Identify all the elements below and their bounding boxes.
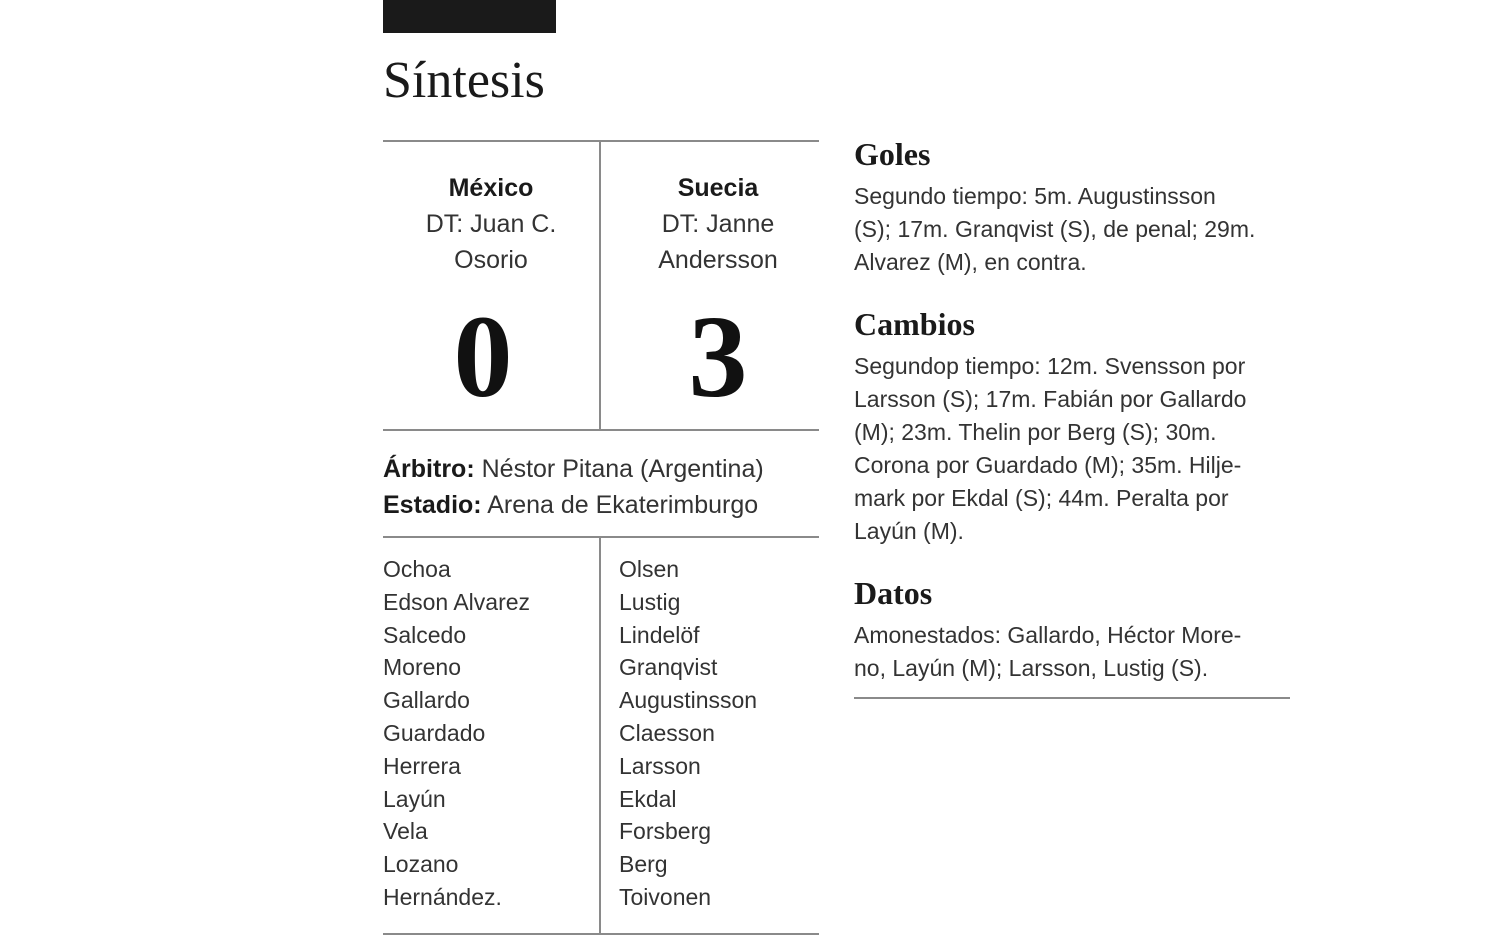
player-name: Herrera [383, 752, 461, 779]
away-lineup [619, 553, 757, 914]
player-name: Lustig [619, 588, 681, 615]
home-lineup [383, 553, 530, 914]
player-name: Moreno [383, 654, 461, 681]
stadium-line [383, 487, 758, 523]
divider-top [383, 140, 819, 142]
player-name: Vela [383, 818, 428, 845]
divider-datos-bottom [854, 697, 1290, 699]
datos-line: Amonestados: Gallardo, Héctor More- [854, 622, 1242, 648]
divider-score-bottom [383, 429, 819, 431]
player-name: Gallardo [383, 687, 470, 714]
goles-line: Segundo tiempo: 5m. Augustinsson [854, 183, 1216, 209]
referee-line [383, 451, 764, 487]
divider-lineups-bottom [383, 933, 819, 935]
page-title: Síntesis [383, 52, 545, 109]
player-name: Edson Alvarez [383, 588, 531, 615]
home-score: 0 [453, 291, 513, 422]
goles-line: Alvarez (M), en contra. [854, 249, 1087, 275]
player-name: Lindelöf [619, 621, 700, 648]
goles-body [854, 180, 1294, 279]
player-name: Berg [619, 851, 668, 878]
player-name: Guardado [383, 719, 486, 746]
away-coach-line1: DT: Janne [661, 210, 775, 238]
player-name: Augustinsson [619, 687, 758, 714]
player-name: Hernández. [383, 883, 502, 910]
home-team-name: México [448, 174, 534, 202]
player-name: Lozano [383, 851, 459, 878]
away-coach-line2: Andersson [658, 246, 778, 274]
player-name: Granqvist [619, 654, 718, 681]
cambios-line: Corona por Guardado (M); 35m. Hilje- [854, 452, 1242, 478]
cambios-line: Segundop tiempo: 12m. Svensson por [854, 353, 1246, 379]
datos-line: no, Layún (M); Larsson, Lustig (S). [854, 655, 1209, 681]
player-name: Olsen [619, 556, 680, 582]
cambios-line: Larsson (S); 17m. Fabián por Gallardo [854, 386, 1247, 412]
divider-lineups-top [383, 536, 819, 538]
datos-heading: Datos [854, 575, 933, 611]
home-coach-line2: Osorio [454, 246, 528, 274]
player-name: Claesson [619, 719, 715, 746]
home-team [383, 170, 599, 278]
referee-label: Árbitro: [383, 455, 475, 483]
player-name: Ekdal [619, 785, 677, 812]
header-bar [383, 0, 556, 33]
referee-value: Néstor Pitana (Argentina) [481, 455, 764, 483]
away-team [610, 170, 826, 278]
away-team-name: Suecia [677, 174, 759, 202]
player-name: Salcedo [383, 621, 467, 648]
divider-lineups-vertical [599, 537, 601, 933]
player-name: Ochoa [383, 556, 451, 582]
cambios-body [854, 350, 1294, 548]
goles-heading: Goles [854, 136, 931, 172]
cambios-heading: Cambios [854, 306, 975, 342]
cambios-line: mark por Ekdal (S); 44m. Peralta por [854, 485, 1229, 511]
goles-line: (S); 17m. Granqvist (S), de penal; 29m. [854, 216, 1256, 242]
player-name: Forsberg [619, 818, 712, 845]
divider-score-vertical [599, 141, 601, 429]
player-name: Larsson [619, 752, 701, 779]
home-coach-line1: DT: Juan C. [425, 210, 557, 238]
stadium-value: Arena de Ekaterimburgo [487, 491, 759, 519]
player-name: Toivonen [619, 883, 712, 910]
away-score: 3 [688, 291, 748, 422]
player-name: Layún [383, 785, 446, 812]
cambios-line: (M); 23m. Thelin por Berg (S); 30m. [854, 419, 1217, 445]
datos-body [854, 619, 1294, 685]
stadium-label: Estadio: [383, 491, 482, 519]
cambios-line: Layún (M). [854, 518, 964, 544]
